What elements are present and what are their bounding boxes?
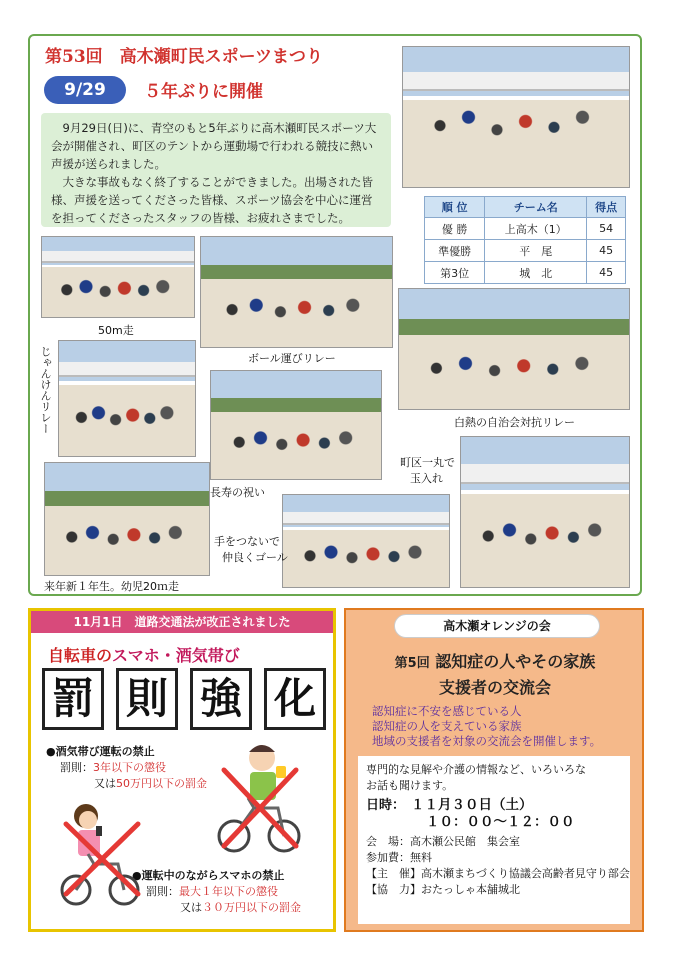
photo-choju — [210, 370, 382, 480]
ranking-header-rank: 順 位 — [425, 197, 485, 218]
ranking-header-team: チーム名 — [485, 197, 587, 218]
table-row — [425, 240, 626, 262]
drunk-cyclist-illustration — [214, 736, 304, 860]
date-badge: 9/29 — [44, 76, 126, 104]
caption-kids-run: 来年新１年生。幼児20ｍ走 — [44, 580, 179, 593]
penalty-kanji-row — [42, 668, 326, 730]
kanji-kyo: 強 — [190, 668, 252, 730]
photo-goal — [282, 494, 450, 588]
venue-label: 会 場： — [366, 835, 410, 848]
rule2-penalty-b: ３０万円以下の罰金 — [202, 901, 301, 914]
festival-title: 第53回 高木瀬町民スポーツまつり — [45, 47, 323, 67]
rule2-penalty-label: 罰則： — [146, 885, 179, 898]
rule1-or: 又は — [94, 777, 116, 790]
score-cell: 45 — [587, 240, 626, 262]
caption-goal-line2: 仲良くゴール — [222, 551, 288, 564]
photo-jichikai-relay — [398, 288, 630, 410]
intro-paragraph-1: 9月29日(日)に、青空のもと5年ぶりに高木瀬町民スポーツ大会が開催され、町区のテントから運動場で行われる競技に熱い声援が送られました。 — [51, 121, 377, 171]
rule1-penalty-label: 罰則： — [60, 761, 93, 774]
rule-drunk-cycling — [46, 744, 207, 792]
caption-jichikai-relay: 白熱の自治会対抗リレー — [454, 416, 575, 429]
rule1-title: ●酒気帯び運転の禁止 — [46, 745, 155, 758]
bicycle-title-pink: スマホ・酒気帯び — [112, 646, 240, 665]
host-value: 高木瀬まちづくり協議会高齢者見守り部会 — [421, 867, 630, 880]
orange-desc-line2: 認知症の人を支えている家族 — [372, 719, 522, 733]
rank-cell: 準優勝 — [425, 240, 485, 262]
phone-cyclist-illustration — [58, 794, 146, 912]
team-cell: 城 北 — [485, 262, 587, 284]
orange-title-prefix: 第5回 — [394, 656, 430, 671]
table-row — [425, 218, 626, 240]
orange-desc-line1: 認知症に不安を感じている人 — [372, 704, 522, 718]
fee-label: 参加費： — [366, 851, 410, 864]
kanji-soku: 則 — [116, 668, 178, 730]
kanji-ka: 化 — [264, 668, 326, 730]
photo-kids-run — [44, 462, 210, 576]
orange-desc-line3: 地域の支援者を対象の交流会を開催します。 — [372, 734, 602, 748]
rank-cell: 優 勝 — [425, 218, 485, 240]
info-intro-2: お話も聞けます。 — [366, 779, 454, 792]
team-cell: 平 尾 — [485, 240, 587, 262]
orange-title-line2: 支援者の交流会 — [438, 678, 551, 697]
coop-value: おたっしゃ本舗城北 — [421, 883, 520, 896]
table-row — [425, 262, 626, 284]
rule-phone-cycling — [132, 868, 301, 916]
caption-choju: 長寿の祝い — [210, 486, 265, 499]
bicycle-title-red: 自転車の — [48, 646, 113, 665]
orange-title-line1: 認知症の人やその家族 — [435, 652, 596, 671]
caption-tamaire-line2: 玉入れ — [410, 472, 443, 485]
caption-50m-run: 50m走 — [98, 324, 134, 337]
photo-janken-relay — [58, 340, 196, 457]
traffic-header: 11月1日 道路交通法が改正されました — [31, 611, 333, 633]
intro-paragraph-2: 大きな事故もなく終了することができました。出場された皆様、声援を送ってくださった皆様、スポーツ協会を中心に運営を担ってくださったスタッフの皆様、お疲れさまでした。 — [51, 175, 373, 225]
kanji-batsu: 罰 — [42, 668, 104, 730]
photo-tamaire — [460, 436, 630, 588]
rule2-or: 又は — [180, 901, 202, 914]
ranking-header-row — [425, 197, 626, 218]
festival-subtitle: ５年ぶりに開催 — [144, 82, 263, 102]
time-value: １０：００～１２：００ — [426, 814, 575, 830]
event-info-box — [358, 756, 630, 924]
orange-club-header: 高木瀬オレンジの会 — [394, 614, 600, 638]
bicycle-title — [48, 643, 240, 666]
caption-tamaire-line1: 町区一丸で — [400, 456, 455, 469]
orange-event-title — [354, 650, 636, 700]
score-cell: 45 — [587, 262, 626, 284]
date-value: １１月３０日（土） — [411, 797, 533, 813]
rank-cell: 第3位 — [425, 262, 485, 284]
info-intro-1: 専門的な見解や介護の情報など、いろいろな — [366, 763, 586, 776]
ranking-header-score: 得点 — [587, 197, 626, 218]
team-cell: 上高木（1） — [485, 218, 587, 240]
rule2-penalty-a: 最大１年以下の懲役 — [179, 885, 278, 898]
venue-value: 高木瀬公民館 集会室 — [410, 835, 520, 848]
coop-label: 【協 力】 — [366, 883, 421, 896]
caption-ball-relay: ボール運びリレー — [248, 352, 336, 365]
caption-janken-relay: じゃんけんリレー — [39, 346, 52, 434]
fee-value: 無料 — [410, 851, 432, 864]
date-label: 日時： — [366, 798, 406, 813]
photo-ball-relay — [200, 236, 393, 348]
intro-text-box — [41, 113, 391, 227]
group-photo — [402, 46, 630, 188]
orange-description — [372, 704, 601, 749]
rule2-title: ●運転中のながらスマホの禁止 — [132, 869, 285, 882]
photo-50m-run — [41, 236, 195, 318]
score-cell: 54 — [587, 218, 626, 240]
caption-goal-line1: 手をつないで — [214, 535, 280, 548]
rule1-penalty-b: 50万円以下の罰金 — [116, 777, 207, 790]
rule1-penalty-a: 3年以下の懲役 — [93, 761, 166, 774]
ranking-table — [424, 196, 626, 284]
host-label: 【主 催】 — [366, 867, 421, 880]
